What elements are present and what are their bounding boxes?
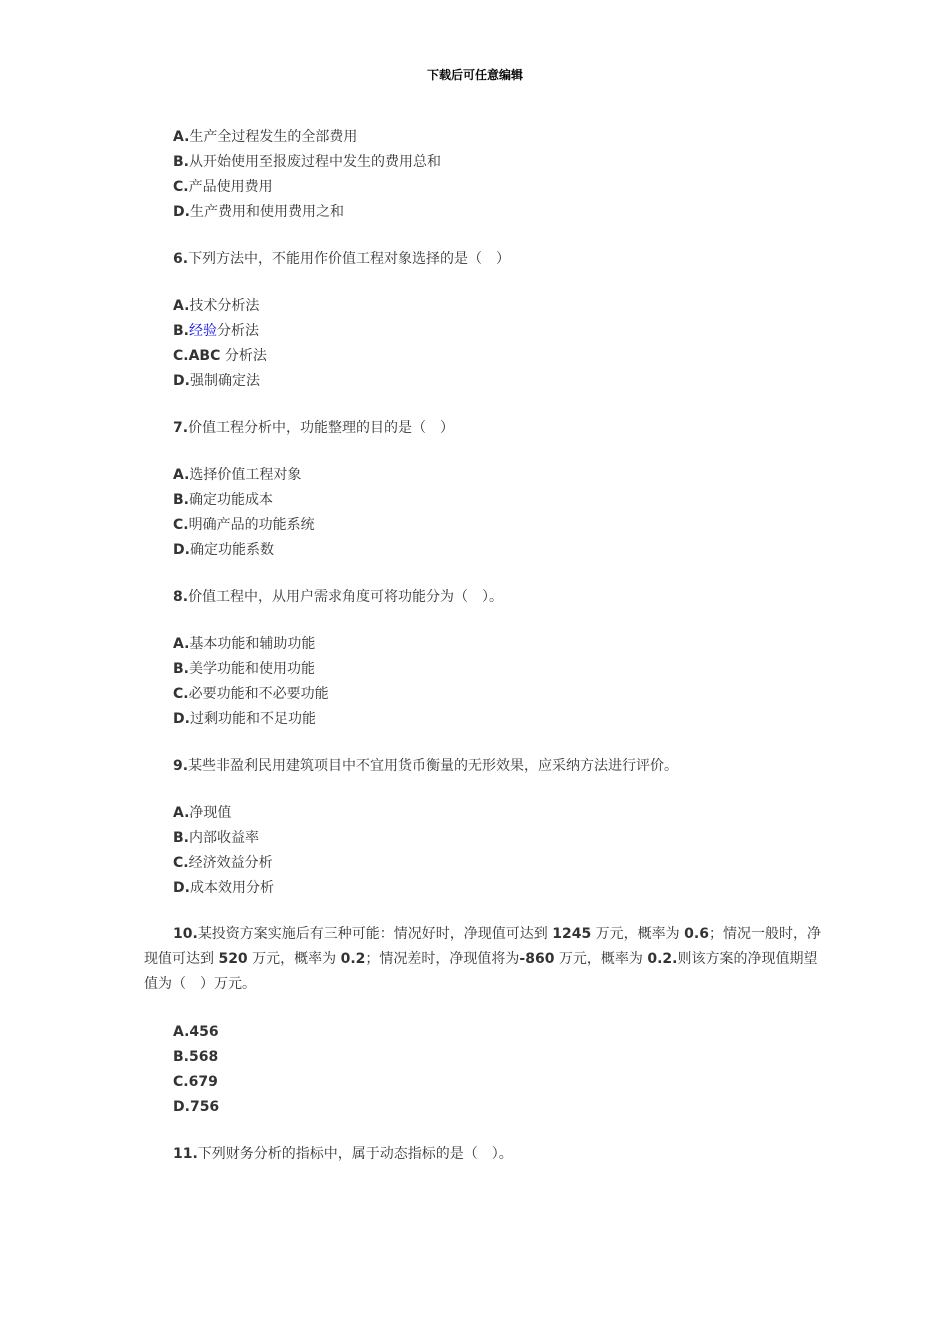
option-b: [173, 321, 259, 341]
option-b: [173, 659, 315, 679]
option-label: A.: [173, 129, 190, 145]
prob-bad: 0.2.: [647, 951, 678, 967]
option-b: [173, 828, 259, 848]
option-text: 确定功能系数: [189, 542, 274, 558]
option-text: 净现值: [189, 805, 232, 821]
option-text: 技术分析法: [189, 298, 260, 314]
option-c: [173, 853, 273, 873]
option-text: 679: [188, 1074, 218, 1090]
option-text: 分析法: [217, 323, 259, 339]
option-d: [173, 540, 274, 560]
question-number: 11.: [173, 1146, 198, 1162]
question-number: 6.: [173, 251, 189, 267]
option-label: B.: [173, 1049, 189, 1065]
option-a: [173, 634, 315, 654]
prob-good: 0.6: [684, 926, 709, 942]
question-text: 万元，概率为: [554, 951, 648, 967]
question-text: 下列方法中，不能用作价值工程对象选择的是（ ）: [188, 251, 511, 267]
option-label: C.: [173, 179, 189, 195]
option-text: 生产全过程发生的全部费用: [189, 129, 358, 145]
question-text: 万元，概率为: [247, 951, 341, 967]
option-text: 过剩功能和不足功能: [189, 711, 316, 727]
option-c: [173, 684, 329, 704]
option-d: [173, 1097, 219, 1117]
option-label: C.: [173, 855, 189, 871]
option-a: [173, 465, 301, 485]
option-c: [173, 177, 273, 197]
option-a: [173, 803, 231, 823]
question-text: 下列财务分析的指标中，属于动态指标的是（ ）。: [197, 1146, 513, 1162]
option-label: A.: [173, 298, 190, 314]
question-8: [173, 587, 503, 607]
option-label: D.: [173, 373, 190, 389]
option-label: D.: [173, 204, 190, 220]
question-11: [173, 1144, 513, 1164]
question-text: ；情况差时，净现值将为: [365, 951, 520, 967]
option-text: 美学功能和使用功能: [189, 661, 315, 677]
option-text: 选择价值工程对象: [189, 467, 302, 483]
question-number: 9.: [173, 758, 189, 774]
option-text: 456: [189, 1024, 219, 1040]
option-text: 明确产品的功能系统: [188, 517, 315, 533]
option-label: C.: [173, 1074, 189, 1090]
option-text: 568: [189, 1049, 219, 1065]
question-7: [173, 418, 454, 438]
option-b: [173, 152, 441, 172]
prob-normal: 0.2: [340, 951, 366, 967]
question-text: 万元，概率为: [591, 926, 685, 942]
option-text: 基本功能和辅助功能: [189, 636, 316, 652]
option-label: B.: [173, 154, 189, 170]
option-label: C.: [173, 348, 189, 364]
option-b: [173, 490, 273, 510]
option-label: C.: [173, 517, 189, 533]
page-header: 下载后可任意编辑: [426, 68, 523, 82]
option-d: [173, 709, 316, 729]
option-label: A.: [173, 467, 190, 483]
option-a: [173, 296, 259, 316]
question-text: 某投资方案实施后有三种可能：情况好时，净现值可达到: [197, 926, 553, 942]
option-label: B.: [173, 323, 189, 339]
option-label: B.: [173, 661, 189, 677]
option-label: D.: [173, 711, 190, 727]
option-c: [173, 515, 315, 535]
option-d: [173, 202, 344, 222]
question-number: 7.: [173, 420, 189, 436]
option-text: 产品使用费用: [188, 179, 273, 195]
option-label: A.: [173, 636, 190, 652]
option-c: [173, 346, 267, 366]
option-text: 必要功能和不必要功能: [188, 686, 329, 702]
option-text: 756: [189, 1099, 220, 1115]
option-text: 强制确定法: [189, 373, 260, 389]
value-bad: -860: [519, 951, 555, 967]
option-label: D.: [173, 1099, 190, 1115]
option-text: 内部收益率: [189, 830, 259, 846]
question-text: 某些非盈利民用建筑项目中不宜用货币衡量的无形效果，应采纳方法进行评价。: [188, 758, 679, 774]
option-d: [173, 878, 274, 898]
question-6: [173, 249, 510, 269]
option-text: 生产费用和使用费用之和: [189, 204, 344, 220]
value-normal: 520: [218, 951, 248, 967]
option-label: A.: [173, 1024, 190, 1040]
question-text: ；情况一般时，净现值可达到: [144, 926, 821, 967]
option-label: A.: [173, 805, 190, 821]
option-a: [173, 1022, 219, 1042]
option-d: [173, 371, 260, 391]
option-label: D.: [173, 880, 190, 896]
question-number: 8.: [173, 589, 189, 605]
option-text-bold: ABC: [188, 348, 221, 364]
option-c: [173, 1072, 218, 1092]
question-9: [173, 756, 678, 776]
question-10: [144, 922, 824, 997]
option-label: C.: [173, 686, 189, 702]
value-good: 1245: [552, 926, 592, 942]
option-text: 经济效益分析: [188, 855, 273, 871]
option-label: B.: [173, 492, 189, 508]
question-number: 10.: [173, 926, 198, 942]
option-label: D.: [173, 542, 190, 558]
option-text: 成本效用分析: [189, 880, 274, 896]
option-text: 分析法: [220, 348, 267, 364]
option-b: [173, 1047, 218, 1067]
option-label: B.: [173, 830, 189, 846]
question-text: 则该方案的净现值期望值为（ ）万元。: [144, 951, 818, 992]
experience-link[interactable]: 经验: [189, 323, 217, 339]
option-text: 从开始使用至报废过程中发生的费用总和: [189, 154, 441, 170]
option-a: [173, 127, 357, 147]
option-text: 确定功能成本: [189, 492, 273, 508]
question-text: 价值工程分析中，功能整理的目的是（ ）: [188, 420, 455, 436]
question-text: 价值工程中，从用户需求角度可将功能分为（ ）。: [188, 589, 504, 605]
